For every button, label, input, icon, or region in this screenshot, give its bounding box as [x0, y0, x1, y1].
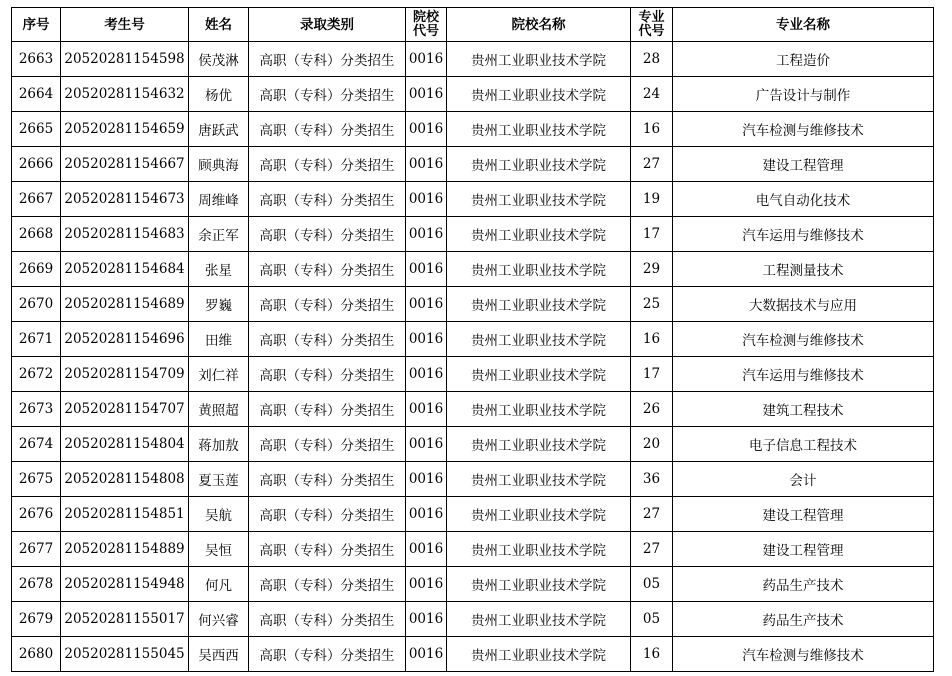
cell-major-code: 27: [631, 532, 673, 567]
cell-school-name: 贵州工业职业技术学院: [447, 287, 631, 322]
cell-admission-type: 高职（专科）分类招生: [249, 357, 406, 392]
cell-major-name: 建筑工程技术: [673, 392, 934, 427]
cell-seq: 2679: [12, 602, 61, 637]
cell-school-code: 0016: [406, 602, 447, 637]
table-row: [12, 77, 934, 112]
cell-seq: 2671: [12, 322, 61, 357]
cell-exam-id: 20520281154598: [61, 42, 189, 77]
table-row: [12, 252, 934, 287]
cell-school-code: 0016: [406, 637, 447, 672]
cell-name: 罗巍: [189, 287, 249, 322]
cell-major-code: 19: [631, 182, 673, 217]
cell-major-code: 05: [631, 602, 673, 637]
table-row: [12, 322, 934, 357]
cell-school-code: 0016: [406, 112, 447, 147]
cell-admission-type: 高职（专科）分类招生: [249, 182, 406, 217]
cell-seq: 2672: [12, 357, 61, 392]
table-row: [12, 602, 934, 637]
admission-table-container: [11, 7, 934, 672]
header-admission-type: 录取类别: [249, 8, 406, 42]
cell-major-name: 汽车检测与维修技术: [673, 637, 934, 672]
cell-school-name: 贵州工业职业技术学院: [447, 462, 631, 497]
cell-admission-type: 高职（专科）分类招生: [249, 147, 406, 182]
cell-school-name: 贵州工业职业技术学院: [447, 497, 631, 532]
cell-name: 吴恒: [189, 532, 249, 567]
cell-seq: 2675: [12, 462, 61, 497]
cell-major-code: 24: [631, 77, 673, 112]
cell-major-code: 16: [631, 637, 673, 672]
cell-exam-id: 20520281154707: [61, 392, 189, 427]
cell-school-code: 0016: [406, 77, 447, 112]
cell-school-name: 贵州工业职业技术学院: [447, 112, 631, 147]
table-row: [12, 637, 934, 672]
cell-major-name: 电气自动化技术: [673, 182, 934, 217]
cell-admission-type: 高职（专科）分类招生: [249, 112, 406, 147]
cell-name: 吴西西: [189, 637, 249, 672]
cell-major-name: 会计: [673, 462, 934, 497]
cell-admission-type: 高职（专科）分类招生: [249, 637, 406, 672]
cell-school-code: 0016: [406, 427, 447, 462]
cell-exam-id: 20520281154667: [61, 147, 189, 182]
cell-major-code: 27: [631, 497, 673, 532]
cell-admission-type: 高职（专科）分类招生: [249, 602, 406, 637]
cell-name: 刘仁祥: [189, 357, 249, 392]
cell-admission-type: 高职（专科）分类招生: [249, 77, 406, 112]
cell-exam-id: 20520281154889: [61, 532, 189, 567]
cell-name: 周维峰: [189, 182, 249, 217]
cell-school-name: 贵州工业职业技术学院: [447, 42, 631, 77]
cell-school-code: 0016: [406, 252, 447, 287]
cell-exam-id: 20520281155045: [61, 637, 189, 672]
cell-school-code: 0016: [406, 42, 447, 77]
table-row: [12, 532, 934, 567]
cell-name: 侯茂淋: [189, 42, 249, 77]
table-row: [12, 392, 934, 427]
cell-name: 夏玉莲: [189, 462, 249, 497]
cell-name: 何凡: [189, 567, 249, 602]
cell-school-code: 0016: [406, 147, 447, 182]
cell-name: 杨优: [189, 77, 249, 112]
cell-school-name: 贵州工业职业技术学院: [447, 217, 631, 252]
cell-name: 余正军: [189, 217, 249, 252]
cell-exam-id: 20520281154948: [61, 567, 189, 602]
cell-major-code: 27: [631, 147, 673, 182]
cell-major-name: 电子信息工程技术: [673, 427, 934, 462]
table-row: [12, 357, 934, 392]
cell-major-name: 汽车运用与维修技术: [673, 217, 934, 252]
cell-school-code: 0016: [406, 532, 447, 567]
table-row: [12, 462, 934, 497]
table-body: [12, 42, 934, 672]
cell-major-name: 广告设计与制作: [673, 77, 934, 112]
cell-seq: 2668: [12, 217, 61, 252]
cell-school-code: 0016: [406, 392, 447, 427]
cell-major-code: 36: [631, 462, 673, 497]
cell-school-code: 0016: [406, 287, 447, 322]
cell-name: 唐跃武: [189, 112, 249, 147]
cell-exam-id: 20520281154851: [61, 497, 189, 532]
cell-major-name: 建设工程管理: [673, 532, 934, 567]
table-row: [12, 112, 934, 147]
cell-exam-id: 20520281155017: [61, 602, 189, 637]
cell-admission-type: 高职（专科）分类招生: [249, 287, 406, 322]
cell-name: 蒋加敖: [189, 427, 249, 462]
cell-seq: 2676: [12, 497, 61, 532]
cell-major-name: 汽车检测与维修技术: [673, 112, 934, 147]
cell-major-name: 建设工程管理: [673, 497, 934, 532]
header-major-code-line1: 专业: [638, 9, 665, 25]
cell-admission-type: 高职（专科）分类招生: [249, 42, 406, 77]
cell-major-code: 25: [631, 287, 673, 322]
admission-table: [11, 7, 934, 672]
cell-exam-id: 20520281154709: [61, 357, 189, 392]
cell-seq: 2664: [12, 77, 61, 112]
cell-school-name: 贵州工业职业技术学院: [447, 322, 631, 357]
cell-name: 张星: [189, 252, 249, 287]
cell-school-code: 0016: [406, 567, 447, 602]
cell-school-name: 贵州工业职业技术学院: [447, 182, 631, 217]
cell-admission-type: 高职（专科）分类招生: [249, 497, 406, 532]
cell-seq: 2669: [12, 252, 61, 287]
cell-exam-id: 20520281154673: [61, 182, 189, 217]
table-row: [12, 217, 934, 252]
header-major-name: 专业名称: [673, 8, 934, 42]
header-major-code: [631, 8, 673, 42]
cell-exam-id: 20520281154696: [61, 322, 189, 357]
cell-admission-type: 高职（专科）分类招生: [249, 217, 406, 252]
cell-name: 顾典海: [189, 147, 249, 182]
table-row: [12, 147, 934, 182]
header-school-code-line2: 代号: [412, 23, 439, 39]
cell-school-code: 0016: [406, 217, 447, 252]
cell-exam-id: 20520281154683: [61, 217, 189, 252]
cell-school-code: 0016: [406, 182, 447, 217]
table-row: [12, 427, 934, 462]
cell-major-code: 05: [631, 567, 673, 602]
cell-admission-type: 高职（专科）分类招生: [249, 462, 406, 497]
table-row: [12, 287, 934, 322]
cell-exam-id: 20520281154804: [61, 427, 189, 462]
cell-seq: 2678: [12, 567, 61, 602]
table-header: [12, 8, 934, 42]
cell-major-name: 药品生产技术: [673, 602, 934, 637]
cell-major-code: 26: [631, 392, 673, 427]
cell-admission-type: 高职（专科）分类招生: [249, 532, 406, 567]
cell-seq: 2665: [12, 112, 61, 147]
cell-exam-id: 20520281154689: [61, 287, 189, 322]
cell-major-name: 工程造价: [673, 42, 934, 77]
cell-name: 田维: [189, 322, 249, 357]
cell-school-code: 0016: [406, 462, 447, 497]
header-school-code: [406, 8, 447, 42]
header-school-name: 院校名称: [447, 8, 631, 42]
cell-major-name: 汽车运用与维修技术: [673, 357, 934, 392]
header-row: [12, 8, 934, 42]
table-row: [12, 497, 934, 532]
cell-seq: 2680: [12, 637, 61, 672]
cell-major-name: 汽车检测与维修技术: [673, 322, 934, 357]
cell-school-code: 0016: [406, 357, 447, 392]
cell-seq: 2674: [12, 427, 61, 462]
cell-major-name: 工程测量技术: [673, 252, 934, 287]
cell-school-name: 贵州工业职业技术学院: [447, 567, 631, 602]
cell-major-code: 17: [631, 217, 673, 252]
cell-major-name: 药品生产技术: [673, 567, 934, 602]
cell-school-name: 贵州工业职业技术学院: [447, 637, 631, 672]
cell-exam-id: 20520281154659: [61, 112, 189, 147]
header-seq: 序号: [12, 8, 61, 42]
cell-exam-id: 20520281154632: [61, 77, 189, 112]
cell-admission-type: 高职（专科）分类招生: [249, 252, 406, 287]
cell-admission-type: 高职（专科）分类招生: [249, 392, 406, 427]
cell-name: 吴航: [189, 497, 249, 532]
cell-major-name: 大数据技术与应用: [673, 287, 934, 322]
cell-school-name: 贵州工业职业技术学院: [447, 77, 631, 112]
header-name: 姓名: [189, 8, 249, 42]
cell-seq: 2673: [12, 392, 61, 427]
cell-school-name: 贵州工业职业技术学院: [447, 427, 631, 462]
cell-major-code: 20: [631, 427, 673, 462]
cell-school-code: 0016: [406, 497, 447, 532]
cell-school-code: 0016: [406, 322, 447, 357]
cell-seq: 2667: [12, 182, 61, 217]
header-major-code-line2: 代号: [638, 23, 665, 39]
cell-major-code: 17: [631, 357, 673, 392]
header-school-code-line1: 院校: [412, 9, 439, 25]
cell-major-code: 28: [631, 42, 673, 77]
cell-seq: 2670: [12, 287, 61, 322]
cell-seq: 2663: [12, 42, 61, 77]
cell-name: 黄照超: [189, 392, 249, 427]
cell-school-name: 贵州工业职业技术学院: [447, 357, 631, 392]
table-row: [12, 182, 934, 217]
header-exam-id: 考生号: [61, 8, 189, 42]
table-row: [12, 567, 934, 602]
table-row: [12, 42, 934, 77]
cell-major-code: 16: [631, 322, 673, 357]
cell-seq: 2666: [12, 147, 61, 182]
cell-admission-type: 高职（专科）分类招生: [249, 427, 406, 462]
cell-exam-id: 20520281154684: [61, 252, 189, 287]
cell-seq: 2677: [12, 532, 61, 567]
cell-school-name: 贵州工业职业技术学院: [447, 147, 631, 182]
cell-major-code: 29: [631, 252, 673, 287]
cell-major-code: 16: [631, 112, 673, 147]
cell-school-name: 贵州工业职业技术学院: [447, 532, 631, 567]
cell-school-name: 贵州工业职业技术学院: [447, 252, 631, 287]
cell-exam-id: 20520281154808: [61, 462, 189, 497]
cell-admission-type: 高职（专科）分类招生: [249, 322, 406, 357]
cell-school-name: 贵州工业职业技术学院: [447, 602, 631, 637]
cell-admission-type: 高职（专科）分类招生: [249, 567, 406, 602]
cell-school-name: 贵州工业职业技术学院: [447, 392, 631, 427]
cell-major-name: 建设工程管理: [673, 147, 934, 182]
cell-name: 何兴睿: [189, 602, 249, 637]
